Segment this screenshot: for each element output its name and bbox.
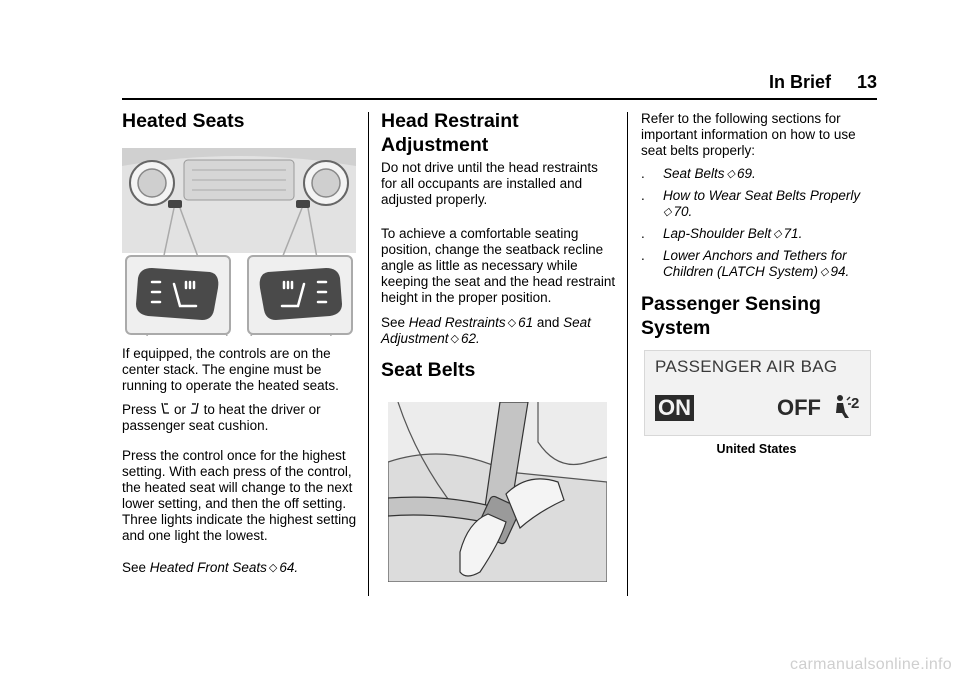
driver-heated-seat-icon <box>160 402 170 415</box>
seat-belts-page[interactable]: 69. <box>737 166 756 181</box>
see-text-2: See <box>381 315 406 330</box>
column-divider-left <box>368 112 369 596</box>
bullet-marker: . <box>641 188 645 203</box>
display-caption: United States <box>716 442 797 456</box>
seat-adjustment-page[interactable]: 62. <box>461 331 480 346</box>
head-restraint-heading-line-2: Adjustment <box>381 134 489 156</box>
how-to-wear-page[interactable]: 70. <box>673 204 693 219</box>
heated-front-seats-page[interactable]: 64. <box>279 560 299 575</box>
cross-reference-icon: ◇ <box>450 333 460 345</box>
head-restraints-link[interactable]: Head Restraints <box>408 315 506 330</box>
seat-belts-link[interactable]: Seat Belts <box>663 166 725 181</box>
head-restraint-reference <box>381 315 617 347</box>
or-text: or <box>174 402 187 417</box>
press-text: Press <box>122 402 157 417</box>
lap-shoulder-belt-page[interactable]: 71. <box>783 226 803 241</box>
heated-seats-paragraph-1: If equipped, the controls are on the center stack. The engine must be running to operate the heated seats. <box>122 346 339 393</box>
display-off-indicator: OFF <box>777 395 821 420</box>
cross-reference-icon: ◇ <box>507 317 517 329</box>
seat-adjustment-link[interactable]: Seat Adjustment <box>381 315 591 346</box>
lap-shoulder-belt-link[interactable]: Lap-Shoulder Belt <box>663 226 772 241</box>
heated-seat-controls-illustration <box>122 148 356 336</box>
passenger-sensing-heading-line-2: System <box>641 317 711 339</box>
passenger-airbag-icon <box>831 394 851 420</box>
page-number: 13 <box>856 72 877 92</box>
head-restraints-page[interactable]: 61 <box>518 315 534 330</box>
head-restraint-heading <box>381 109 519 157</box>
how-to-wear-link[interactable]: How to Wear Seat Belts Properly <box>663 188 861 203</box>
display-title: PASSENGER AIR BAG <box>655 357 838 376</box>
cross-reference-icon: ◇ <box>820 266 829 278</box>
head-restraint-heading-line-1: Head Restraint <box>381 110 519 132</box>
heated-seats-reference <box>122 560 358 576</box>
and-text: and <box>536 315 560 330</box>
display-on-indicator: ON <box>655 395 694 421</box>
cross-reference-icon: ◇ <box>726 168 736 180</box>
header-rule <box>122 98 877 100</box>
heated-seats-paragraph-3: Press the control once for the highest setting. With each press of the control, the heated seat will change to the next lower setting, and then the off setting. Three lights indicate the highest setting and one light the lowest. <box>122 448 357 543</box>
display-badge: 2 <box>851 395 860 412</box>
seat-belt-illustration <box>388 402 607 582</box>
seat-belt-intro: Refer to the following sections for important information on how to use seat belts properly: <box>641 111 856 158</box>
section-title: In Brief <box>768 72 831 92</box>
cross-reference-icon: ◇ <box>268 562 278 574</box>
head-restraint-paragraph-1: Do not drive until the head restraints for all occupants are installed and adjusted properly. <box>381 160 598 207</box>
bullet-marker: . <box>641 248 645 263</box>
watermark: carmanualsonline.info <box>790 656 952 673</box>
latch-system-link[interactable]: Lower Anchors and Tethers for Children (LATCH System) <box>663 248 847 279</box>
column-divider-right <box>627 112 628 596</box>
bullet-marker: . <box>641 226 645 241</box>
passenger-heated-seat-icon <box>190 402 200 415</box>
heated-front-seats-link[interactable]: Heated Front Seats <box>149 560 267 575</box>
passenger-sensing-heading-line-1: Passenger Sensing <box>641 293 821 315</box>
seat-belts-heading: Seat Belts <box>381 359 476 381</box>
see-text: See <box>122 560 147 575</box>
page-header <box>622 72 877 93</box>
head-restraint-paragraph-2: To achieve a comfortable seating position, change the seatback recline angle as little as necessary while keeping the seat and the head restraint height in the proper position. <box>381 226 616 305</box>
bullet-marker: . <box>641 166 645 181</box>
heated-seats-heading: Heated Seats <box>122 110 245 132</box>
heated-seats-paragraph-2 <box>122 402 358 434</box>
latch-system-page[interactable]: 94. <box>830 264 850 279</box>
cross-reference-icon: ◇ <box>773 228 782 240</box>
passenger-air-bag-display <box>644 350 871 436</box>
passenger-sensing-heading <box>641 292 821 340</box>
press-post-text: to heat the driver or passenger seat cushion. <box>122 402 321 433</box>
cross-reference-icon: ◇ <box>663 206 672 218</box>
